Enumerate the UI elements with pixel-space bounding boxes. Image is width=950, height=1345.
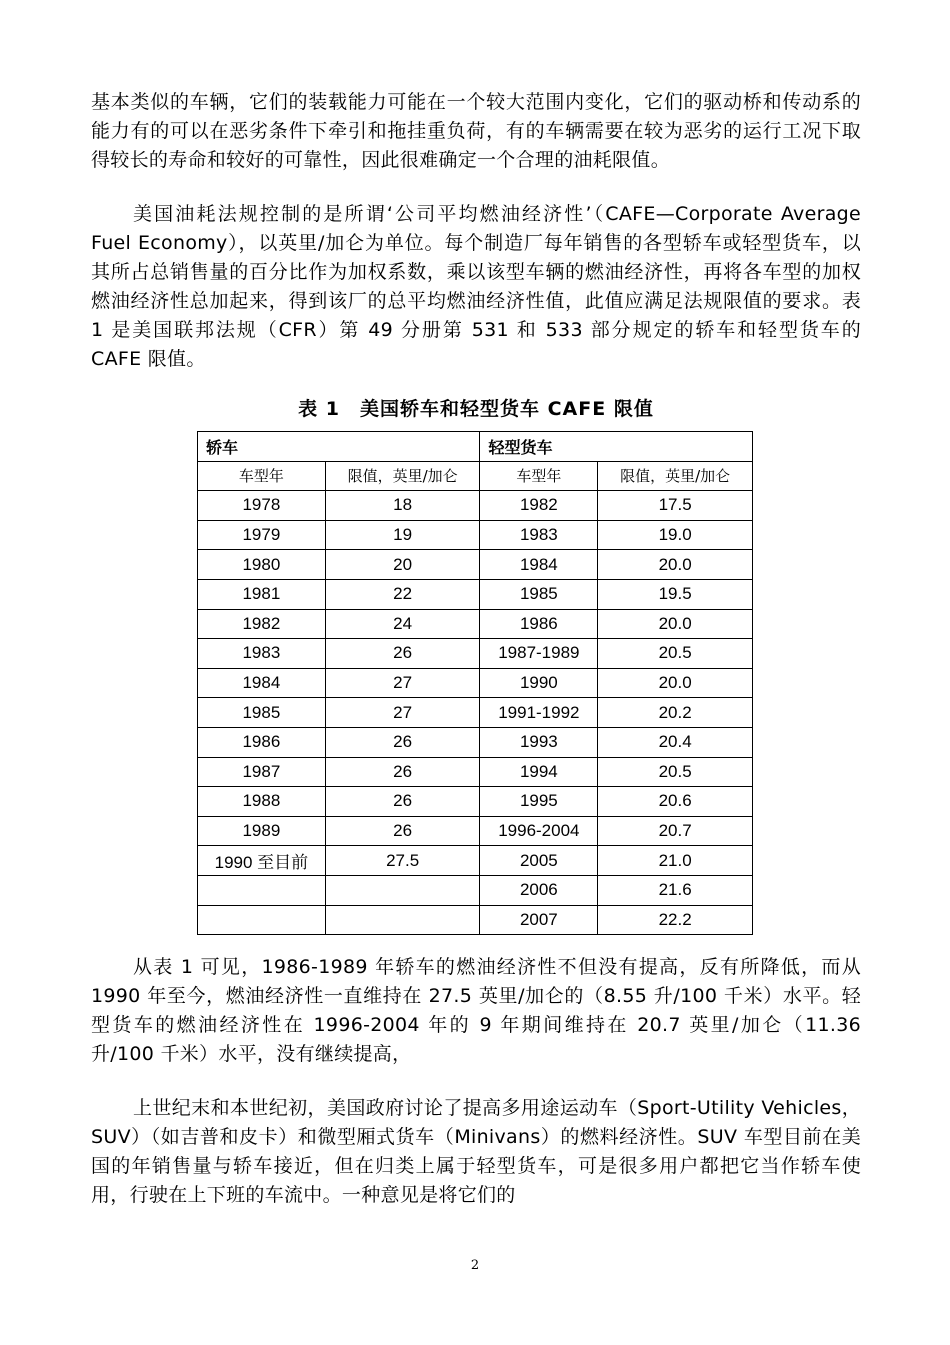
cell-truck-year: 1995 — [480, 787, 598, 817]
paragraph-table-analysis: 从表 1 可见，1986-1989 年轿车的燃油经济性不但没有提高，反有所降低，而从 1990 年至今，燃油经济性一直维持在 27.5 英里/加仑的（8.55 升/100 千米）水平。轻型货车的燃油经济性在 1996-2004 年的 9 年期间维持在 20.7 英里/加仑（11.36 升/100 千米）水平，没有继续提高， — [91, 956, 861, 1066]
cell-car-limit: 18 — [325, 491, 480, 521]
column-header-truck-limit: 限值，英里/加仑 — [598, 461, 753, 491]
cell-truck-limit: 20.0 — [598, 550, 753, 580]
document-page — [91, 88, 861, 1210]
page-number: 2 — [470, 1258, 480, 1273]
cell-truck-year: 1983 — [480, 520, 598, 550]
table-row — [198, 491, 753, 521]
table-row — [198, 905, 753, 935]
cell-car-year: 1982 — [198, 609, 326, 639]
cell-truck-year: 1987-1989 — [480, 639, 598, 669]
cell-truck-year: 2005 — [480, 846, 598, 876]
column-header-car-year: 车型年 — [198, 461, 326, 491]
cell-car-limit: 20 — [325, 550, 480, 580]
cell-car-limit: 27 — [325, 698, 480, 728]
cell-truck-limit: 20.6 — [598, 787, 753, 817]
group-header-truck: 轻型货车 — [480, 432, 753, 462]
cell-truck-limit: 21.0 — [598, 846, 753, 876]
table-row — [198, 520, 753, 550]
cell-car-year: 1978 — [198, 491, 326, 521]
cell-truck-year: 1993 — [480, 727, 598, 757]
column-header-truck-year: 车型年 — [480, 461, 598, 491]
table-row — [198, 639, 753, 669]
cell-car-limit: 26 — [325, 787, 480, 817]
table-row — [198, 846, 753, 876]
cell-car-year: 1985 — [198, 698, 326, 728]
cell-car-limit: 26 — [325, 727, 480, 757]
table-row — [198, 816, 753, 846]
table-column-header-row — [198, 461, 753, 491]
cell-car-year: 1983 — [198, 639, 326, 669]
cell-truck-year: 1984 — [480, 550, 598, 580]
table-row — [198, 609, 753, 639]
cell-truck-year: 1996-2004 — [480, 816, 598, 846]
table-row — [198, 757, 753, 787]
table-row — [198, 668, 753, 698]
cell-car-limit: 26 — [325, 639, 480, 669]
cell-car-year: 1987 — [198, 757, 326, 787]
cell-truck-limit: 19.5 — [598, 579, 753, 609]
table-row — [198, 787, 753, 817]
cell-truck-limit: 20.0 — [598, 609, 753, 639]
cell-truck-limit: 20.5 — [598, 757, 753, 787]
cell-truck-limit: 17.5 — [598, 491, 753, 521]
cell-truck-year: 1986 — [480, 609, 598, 639]
cell-truck-limit: 20.5 — [598, 639, 753, 669]
cell-truck-year: 1985 — [480, 579, 598, 609]
table-row — [198, 579, 753, 609]
cell-car-year: 1984 — [198, 668, 326, 698]
cell-car-year: 1988 — [198, 787, 326, 817]
table-row — [198, 550, 753, 580]
column-header-car-limit: 限值，英里/加仑 — [325, 461, 480, 491]
cell-truck-year: 1990 — [480, 668, 598, 698]
cell-truck-limit: 22.2 — [598, 905, 753, 935]
cell-car-limit: 22 — [325, 579, 480, 609]
table-title: 表 1 美国轿车和轻型货车 CAFE 限值 — [298, 398, 654, 420]
paragraph-suv-discussion: 上世纪末和本世纪初，美国政府讨论了提高多用途运动车（Sport-Utility Vehicles，SUV）（如吉普和皮卡）和微型厢式货车（Minivans）的燃料经济性。SUV 车型目前在美国的年销售量与轿车接近，但在归类上属于轻型货车，可是很多用户都把它当作轿车使用，行驶在上下班的车流中。一种意见是将它们的 — [91, 1097, 861, 1207]
cell-car-year: 1980 — [198, 550, 326, 580]
cell-car-year: 1986 — [198, 727, 326, 757]
cell-car-limit: 27.5 — [325, 846, 480, 876]
cell-truck-year: 1994 — [480, 757, 598, 787]
cell-truck-limit: 20.2 — [598, 698, 753, 728]
cell-truck-limit: 21.6 — [598, 875, 753, 905]
cell-car-year — [198, 905, 326, 935]
cell-car-year — [198, 875, 326, 905]
cell-truck-limit: 20.0 — [598, 668, 753, 698]
cell-truck-limit: 19.0 — [598, 520, 753, 550]
cell-car-year: 1979 — [198, 520, 326, 550]
cell-car-limit: 26 — [325, 816, 480, 846]
table-row — [198, 698, 753, 728]
paragraph-cafe-definition: 美国油耗法规控制的是所谓‘公司平均燃油经济性’（CAFE—Corporate Average Fuel Economy），以英里/加仑为单位。每个制造厂每年销售的各型轿车或轻型货车，以其所占总销售量的百分比作为加权系数，乘以该型车辆的燃油经济性，再将各车型的加权燃油经济性总加起来，得到该厂的总平均燃油经济性值，此值应满足法规限值的要求。表 1 是美国联邦法规（CFR）第 49 分册第 531 和 533 部分规定的轿车和轻型货车的 CAFE 限值。 — [91, 203, 861, 370]
cell-truck-year: 1982 — [480, 491, 598, 521]
cell-car-limit: 24 — [325, 609, 480, 639]
cell-car-year: 1989 — [198, 816, 326, 846]
cell-truck-year: 2007 — [480, 905, 598, 935]
table-group-header-row — [198, 432, 753, 462]
paragraph-vehicle-capacity: 基本类似的车辆，它们的装载能力可能在一个较大范围内变化，它们的驱动桥和传动系的能力有的可以在恶劣条件下牵引和拖挂重负荷，有的车辆需要在较为恶劣的运行工况下取得较长的寿命和较好的可靠性，因此很难确定一个合理的油耗限值。 — [91, 91, 861, 171]
cell-truck-limit: 20.4 — [598, 727, 753, 757]
cell-truck-limit: 20.7 — [598, 816, 753, 846]
cell-car-limit: 26 — [325, 757, 480, 787]
table-row — [198, 727, 753, 757]
cell-car-year: 1981 — [198, 579, 326, 609]
cell-car-year: 1990 至目前 — [198, 846, 326, 876]
table-row — [198, 875, 753, 905]
cell-car-limit — [325, 875, 480, 905]
cell-truck-year: 2006 — [480, 875, 598, 905]
cell-car-limit: 27 — [325, 668, 480, 698]
group-header-car: 轿车 — [198, 432, 480, 462]
cell-car-limit — [325, 905, 480, 935]
cell-car-limit: 19 — [325, 520, 480, 550]
cafe-limits-table — [197, 431, 753, 935]
cell-truck-year: 1991-1992 — [480, 698, 598, 728]
